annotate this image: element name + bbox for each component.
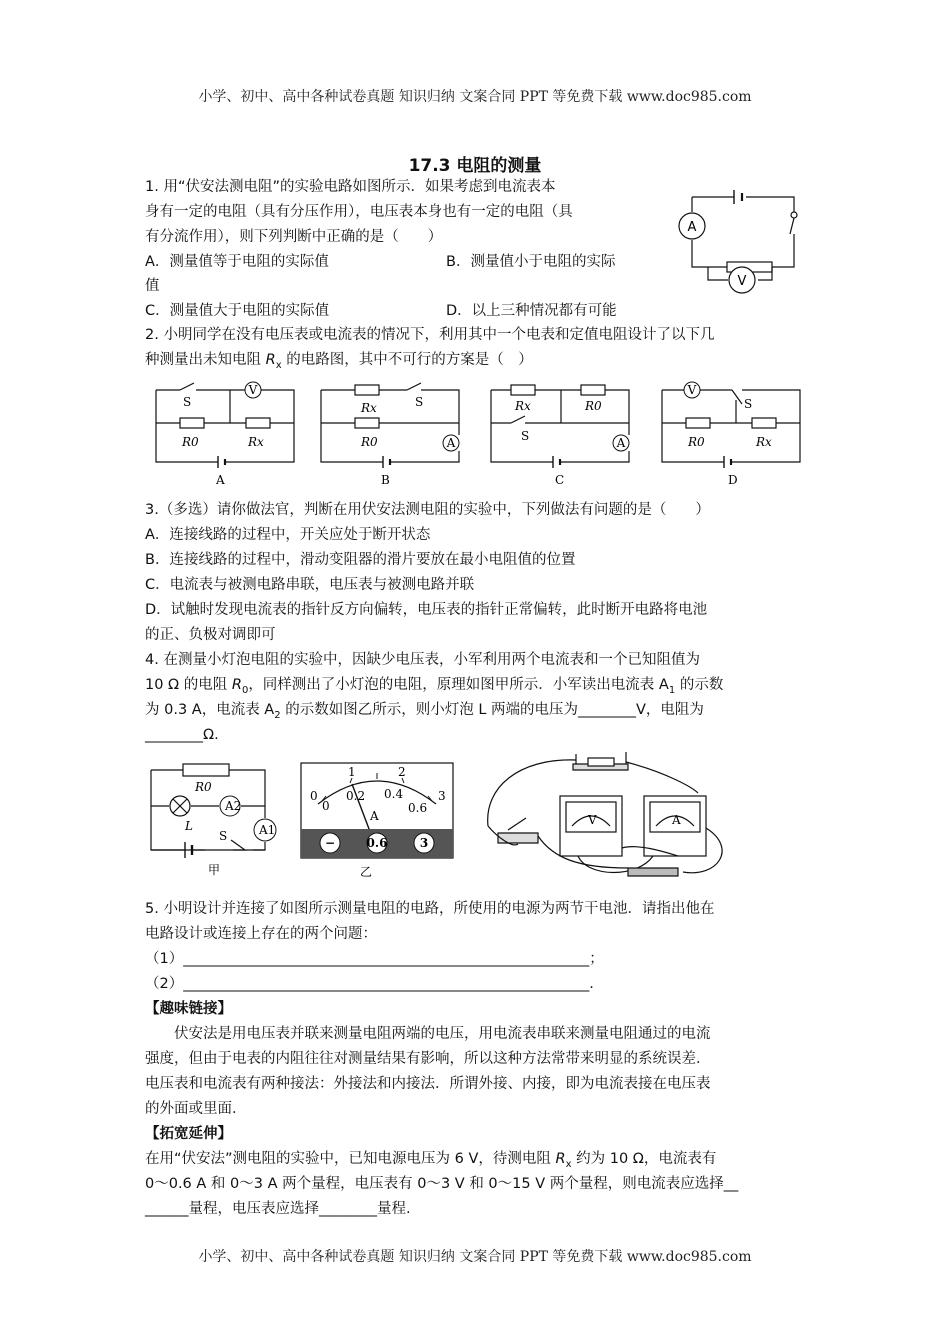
q2-rx-sub: x — [275, 359, 282, 371]
dial-unit: A — [370, 809, 379, 823]
q4-r0-sub: 0 — [241, 684, 249, 696]
q1-circuit-diagram — [672, 182, 807, 294]
dial-inner-02: 0.2 — [346, 789, 366, 803]
q4-line2-b: ，同样测出了小灯泡的电阻，原理如图甲所示．小军读出电流表 A — [248, 677, 669, 693]
q2-circuit-b — [315, 380, 465, 490]
terminal-06: 0.6 — [366, 836, 388, 850]
dial-outer-3: 3 — [438, 789, 446, 803]
q1-option-b-cont: 值 — [145, 278, 160, 294]
q5-apparatus-drawing — [478, 748, 810, 888]
q1-option-c: C．测量值大于电阻的实际值 — [145, 303, 330, 319]
q4-a2-sub: 2 — [274, 709, 281, 721]
q4-line2-a: 10 Ω 的电阻 — [145, 677, 232, 693]
dial-inner-06: 0.6 — [408, 801, 428, 815]
q5-ammeter-label: A — [672, 813, 681, 827]
q2-rx-symbol: R — [265, 352, 276, 368]
q2c-switch: S — [521, 429, 530, 443]
fun-line2: 强度，但由于电表的内阻往往对测量结果有影响，所以这种方法常带来明显的系统误差． — [145, 1051, 711, 1067]
q4-r0: R0 — [195, 780, 212, 794]
q1-option-d: D．以上三种情况都有可能 — [446, 303, 617, 319]
q4-lamp-label: L — [185, 819, 193, 833]
page-footer: 小学、初中、高中各种试卷真题 知识归纳 文案合同 PPT 等免费下载 www.doc985.com — [198, 1249, 752, 1265]
q1-line2: 身有一定的电阻（具有分压作用），电压表本身也有一定的电阻（具 — [145, 204, 573, 220]
q2d-voltmeter: V — [687, 383, 697, 397]
q5-line2: 电路设计或连接上存在的两个问题： — [145, 926, 377, 942]
q2-circuit-a — [150, 380, 300, 490]
fun-line4: 的外面或里面． — [145, 1101, 247, 1117]
ext-line1: 在用“伏安法”测电阻的实验中，已知电源电压为 6 V，待测电阻 $R_x$ 约为 10 Ω，电流表有 — [145, 1151, 717, 1170]
q4-a2-meter: A2 — [225, 799, 242, 813]
q4-yi-label: 乙 — [360, 865, 373, 879]
q4-circuit-jia — [145, 758, 285, 878]
q2c-rx: Rx — [515, 399, 531, 413]
q5-blank-2: （2）________________________________________________________. — [145, 976, 594, 992]
q2a-rx: Rx — [248, 435, 264, 449]
terminal-3: 3 — [419, 836, 429, 850]
dial-inner-0: 0 — [322, 799, 330, 813]
ext-rx-sub: x — [565, 1158, 572, 1170]
fun-heading: 【趣味链接】 — [145, 1001, 232, 1017]
q3-option-c: C．电流表与被测电路串联，电压表与被测电路并联 — [145, 577, 475, 593]
dial-outer-0: 0 — [310, 789, 318, 803]
q2-line1: 2. 小明同学在没有电压表或电流表的情况下，利用其中一个电表和定值电阻设计了以下几 — [145, 327, 715, 343]
q2-line2-b: 的电路图，其中不可行的方案是（ ） — [281, 352, 533, 368]
page-title: 17.3 电阻的测量 — [408, 156, 542, 176]
q5-blank-1: （1）________________________________________________________； — [145, 951, 604, 967]
q2-label-d: D — [728, 473, 738, 487]
fun-line1: 伏安法是用电压表并联来测量电阻两端的电压，用电流表串联来测量电阻通过的电流 — [145, 1026, 711, 1042]
q5-voltmeter-label: V — [588, 813, 597, 827]
q2b-r0: R0 — [361, 435, 378, 449]
q3-option-b: B．连接线路的过程中，滑动变阻器的滑片要放在最小电阻值的位置 — [145, 552, 576, 568]
q4-line3-b: 的示数如图乙所示，则小灯泡 L 两端的电压为________V，电阻为 — [280, 702, 704, 718]
q2-circuit-d — [656, 380, 806, 490]
q2b-switch: S — [415, 395, 424, 409]
voltmeter-label: V — [737, 274, 747, 289]
q4-a1-meter: A1 — [259, 823, 276, 837]
q2b-rx: Rx — [361, 401, 377, 415]
q2b-ammeter: A — [446, 436, 456, 450]
q4-line2: 10 Ω 的电阻 $R_0$，同样测出了小灯泡的电阻，原理如图甲所示．小军读出电流表 $A_1$ 的示数 — [145, 677, 724, 696]
q2a-r0: R0 — [182, 435, 199, 449]
q4-switch: S — [219, 829, 228, 843]
q2c-r0: R0 — [585, 399, 602, 413]
page-header: 小学、初中、高中各种试卷真题 知识归纳 文案合同 PPT 等免费下载 www.doc985.com — [198, 89, 752, 105]
q4-line4: ________Ω. — [145, 727, 219, 743]
q2d-r0: R0 — [688, 435, 705, 449]
ext-line1-a: 在用“伏安法”测电阻的实验中，已知电源电压为 6 V，待测电阻 — [145, 1151, 556, 1167]
q1-option-b: B．测量值小于电阻的实际 — [446, 254, 616, 270]
q1-line1: 1. 用“伏安法测电阻”的实验电路如图所示．如果考虑到电流表本 — [145, 179, 556, 195]
q3-option-d: D．试触时发现电流表的指针反方向偏转，电压表的指针正常偏转，此时断开电路将电池 — [145, 602, 708, 618]
q3-option-a: A．连接线路的过程中，开关应处于断开状态 — [145, 527, 431, 543]
ext-line3: ______量程，电压表应选择________量程. — [145, 1201, 411, 1217]
q2-label-a: A — [216, 473, 225, 487]
terminal-neg: − — [324, 836, 336, 850]
q2d-rx: Rx — [756, 435, 772, 449]
q2-label-b: B — [381, 473, 390, 487]
q4-ammeter-dial — [300, 762, 455, 880]
q2d-switch: S — [744, 397, 753, 411]
q4-line3 — [145, 700, 704, 726]
q4-line1: 4. 在测量小灯泡电阻的实验中，因缺少电压表，小军利用两个电流表和一个已知阻值为 — [145, 652, 700, 668]
q3-option-d-cont: 的正、负极对调即可 — [145, 627, 276, 643]
q2-line2-a: 种测量出未知电阻 — [145, 352, 266, 368]
q3-line1: 3.（多选）请你做法官，判断在用伏安法测电阻的实验中，下列做法有问题的是（ ） — [145, 502, 710, 518]
q2a-switch: S — [183, 395, 192, 409]
ammeter-label: A — [687, 220, 697, 235]
q2a-voltmeter: V — [248, 383, 258, 397]
q1-line3: 有分流作用），则下列判断中正确的是（ ） — [145, 229, 443, 245]
q1-option-a: A．测量值等于电阻的实际值 — [145, 254, 329, 270]
dial-top-2: 2 — [398, 765, 406, 779]
q4-jia-label: 甲 — [208, 863, 221, 877]
q2-line2 — [145, 350, 533, 376]
ext-heading: 【拓宽延伸】 — [145, 1126, 232, 1142]
ext-line1-b: 约为 10 Ω，电流表有 — [571, 1151, 717, 1167]
q2-label-c: C — [555, 473, 565, 487]
q4-line3-a: 为 0.3 A，电流表 A — [145, 702, 275, 718]
q2c-ammeter: A — [616, 436, 626, 450]
q4-line2-c: 的示数 — [675, 677, 724, 693]
fun-line3: 电压表和电流表有两种接法：外接法和内接法．所谓外接、内接，即为电流表接在电压表 — [145, 1076, 711, 1092]
ext-line2: 0～0.6 A 和 0～3 A 两个量程，电压表有 0～3 V 和 0～15 V 两个量程，则电流表应选择__ — [145, 1176, 739, 1192]
q5-line1: 5. 小明设计并连接了如图所示测量电阻的电路，所使用的电源为两节干电池．请指出他在 — [145, 901, 715, 917]
dial-inner-04: 0.4 — [384, 787, 404, 801]
q2-circuit-c — [485, 380, 635, 490]
dial-top-1: 1 — [348, 765, 356, 779]
q4-a1-sub: 1 — [668, 684, 676, 696]
